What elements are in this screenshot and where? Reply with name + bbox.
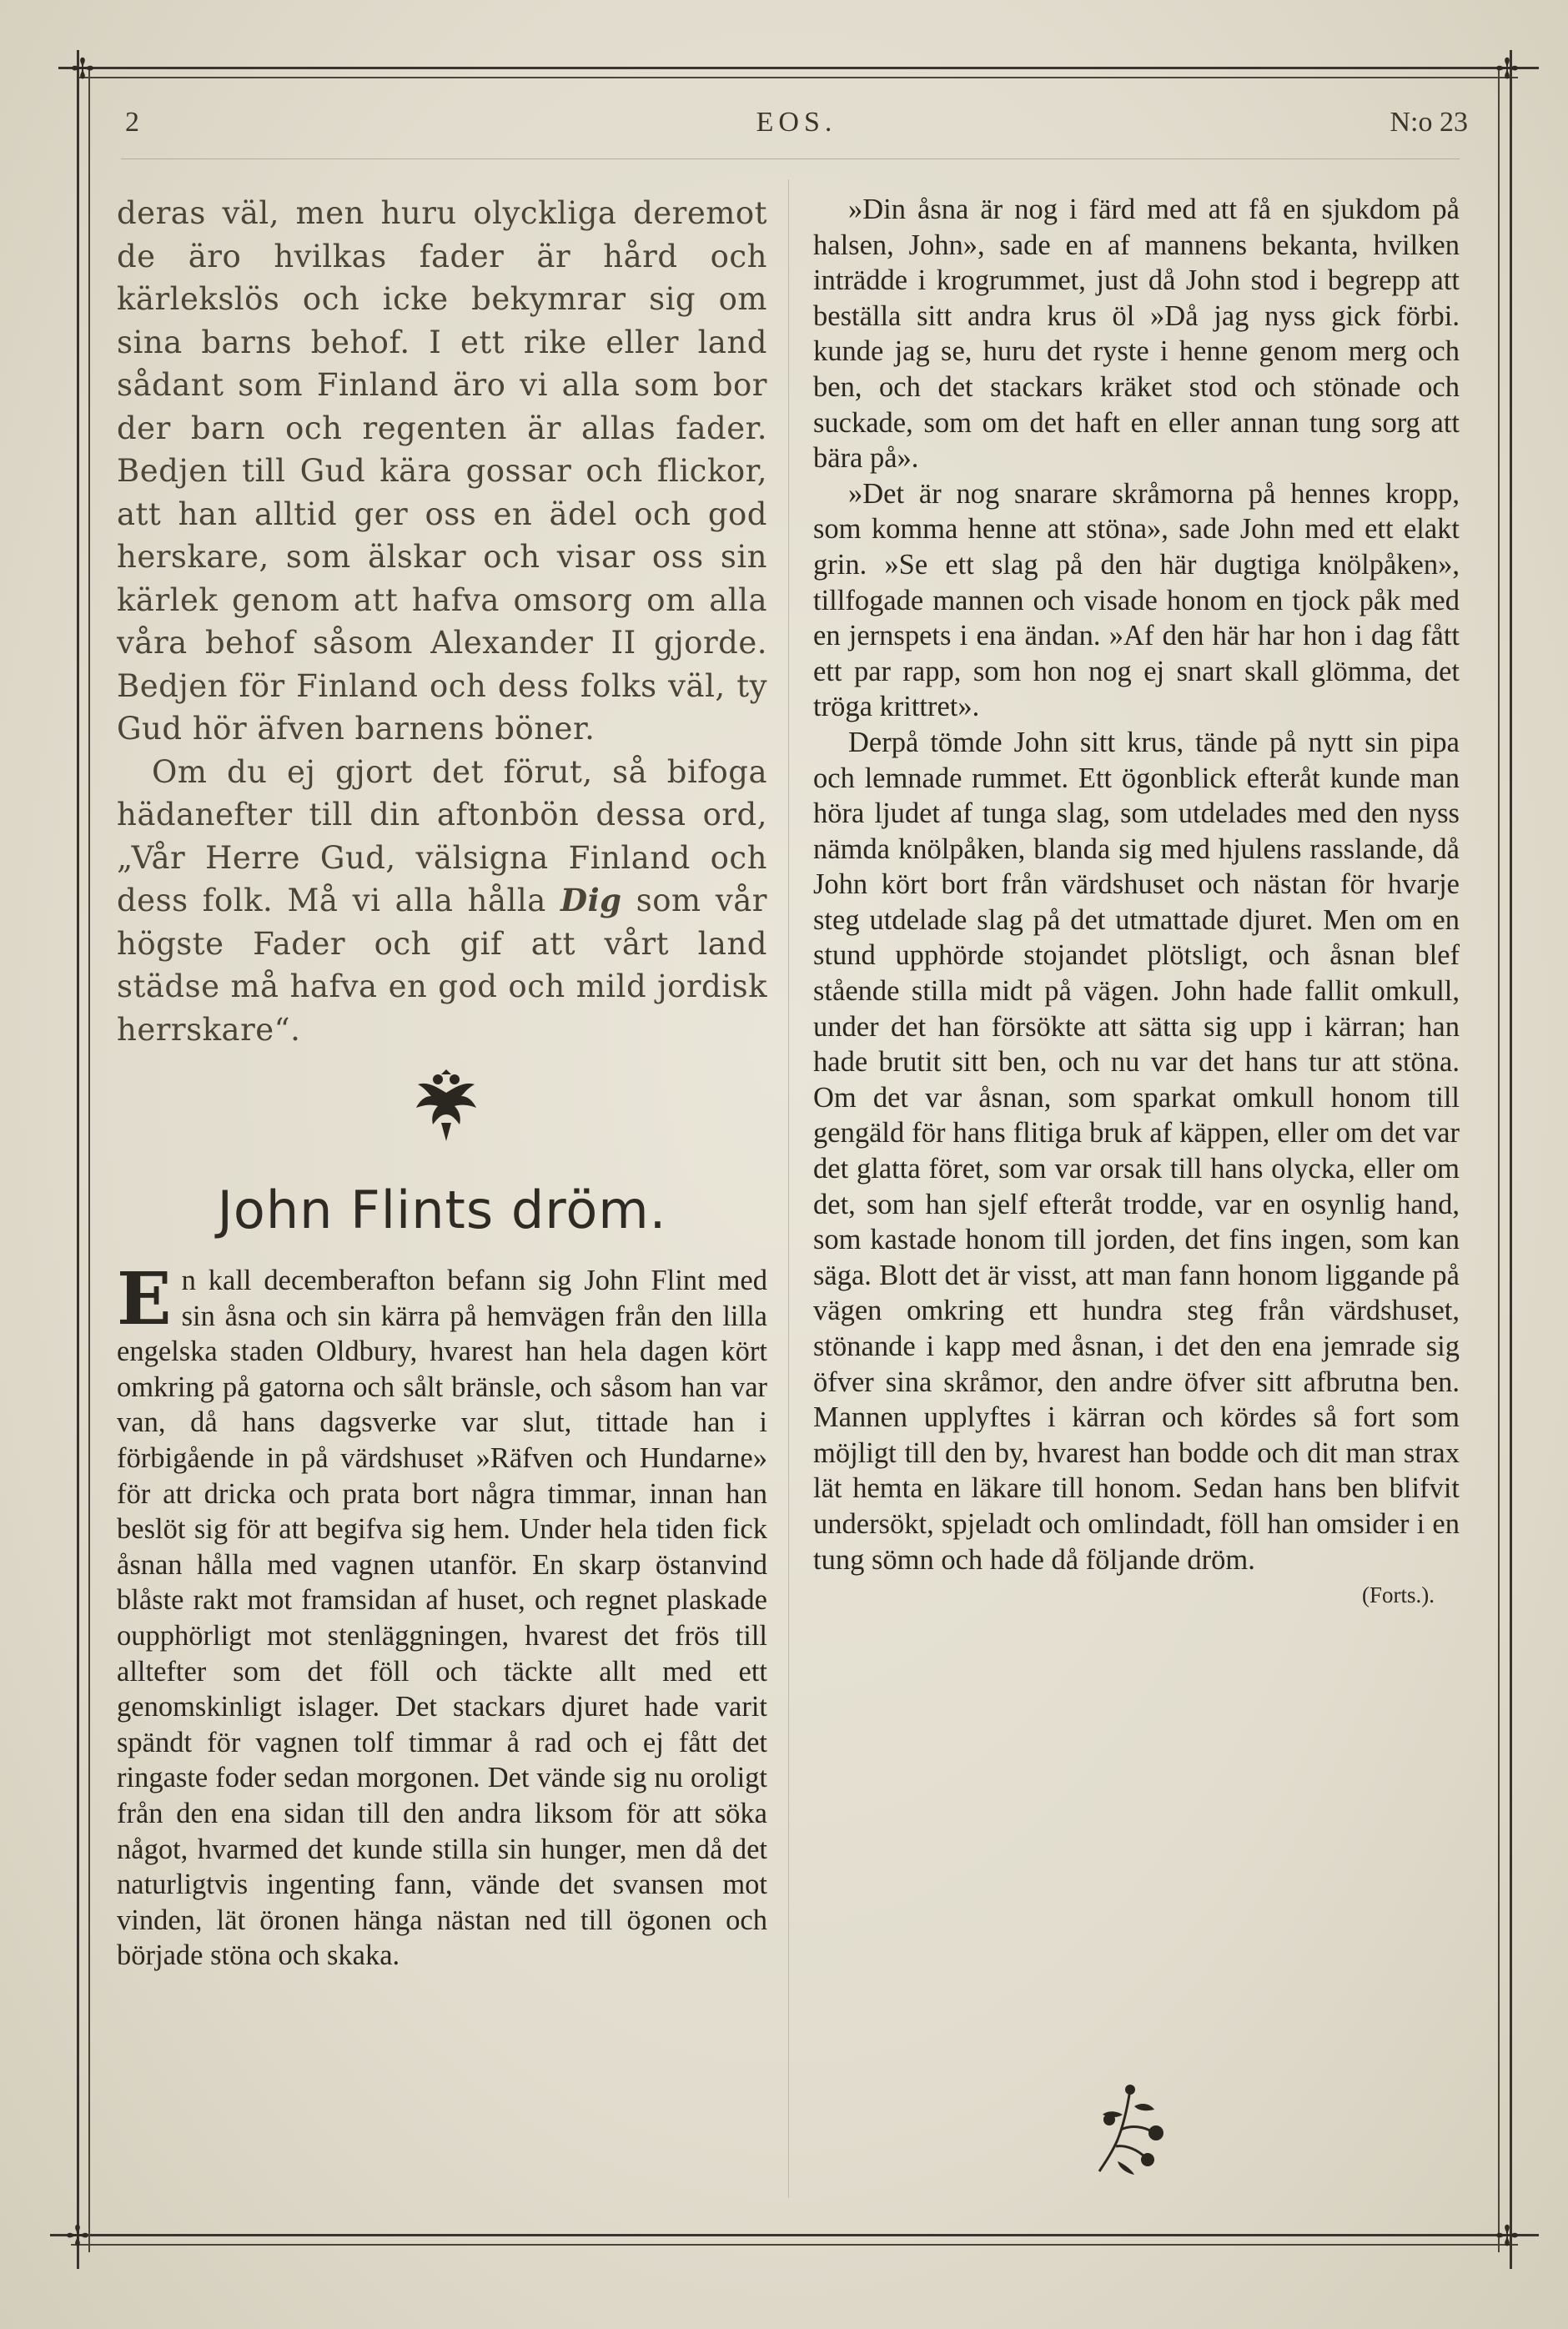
continued-note: (Forts.). xyxy=(1362,1582,1435,1608)
right-border xyxy=(1510,50,1512,2269)
corner-ornament-top-right: ✢ xyxy=(1495,53,1520,86)
column-divider xyxy=(788,179,789,2198)
eagle-ornament xyxy=(117,1051,767,1168)
left-border xyxy=(77,50,79,2269)
article-text: n kall decemberafton befann sig John Flint med sin åsna och sin kärra på hemvägen från den lilla engelska staden Oldbury, hvarest han hela dagen kört omkring på gatorna och sålt bränsle, och såsom han var van, då hans dagsverke var slut, tittade han i förbigående in på värdshuset »Räfven och Hundarne» för att dricka och prata bort några timmar, innan han beslöt sig för att begifva sig hem. Under hela tiden fick åsnan hålla med vagnen utanför. En skarp östanvind blåste rakt mot framsidan af huset, och regnet plaskade oupphörligt mot stenläggningen, hvarest det frös till alltefter som det föll och täckte allt med ett genomskinligt islager. Det stackars djuret hade varit spändt för vagnen tolf timmar å rad och ej fått det ringaste foder sedan morgonen. Det vände sig nu oroligt från den ena sidan till den andra liksom för att söka något, hvarmed det kunde stilla sin hunger, men då det naturligtvis ingenting fann, vände det svansen mot vinden, lät öronen hänga nästan ned till ögonen och började stöna och skaka. xyxy=(117,1265,767,1972)
left-border-inner xyxy=(88,67,90,2252)
top-border xyxy=(58,67,1539,69)
article-title: John Flints dröm. xyxy=(217,1180,667,1240)
prayer-text-after: som vår högste Fader och gif att vårt land städse må hafva en god och mild jordisk herrskare“. xyxy=(117,883,767,1048)
paragraph: »Din åsna är nog i färd med att få en sjukdom på halsen, John», sade en af mannens bekanta, hvilken inträdde i krogrummet, just då John stod i begrepp att beställa sitt andra krus öl »Då jag nyss gick förbi. kunde jag se, huru det ryste i henne genom merg och ben, och det stackars kräket stod och stönade och suckade, som om det haft en eller annan tung sorg att bära på». xyxy=(813,194,1460,475)
page-number: 2 xyxy=(125,107,139,138)
corner-ornament-top-left: ✢ xyxy=(70,53,95,86)
issue-number: N:o 23 xyxy=(1390,107,1468,138)
corner-ornament-bottom-right: ✢ xyxy=(1495,2220,1520,2253)
bottom-border xyxy=(50,2234,1539,2236)
paragraph: deras väl, men huru olyckliga deremot de äro hvilkas fader är hård och kärlekslös och icke bekymrar sig om sina barns behof. I ett rike eller land sådant som Finland äro vi alla som bor der barn och regenten är allas fader. Bedjen till Gud kära gossar och flickor, att han alltid ger oss en ädel och god herskare, som älskar och visar oss sin kärlek genom att hafva omsorg om alla våra behof såsom Alexander II gjorde. Bedjen för Finland och dess folks väl, ty Gud hör äfven barnens böner. xyxy=(117,195,767,747)
prayer-emphasis: Dig xyxy=(560,882,622,918)
header-rule xyxy=(121,158,1460,159)
top-border-inner xyxy=(79,77,1518,78)
bottom-border-inner xyxy=(71,2244,1518,2246)
article-opening xyxy=(117,1257,767,1974)
right-border-inner xyxy=(1498,67,1500,2252)
journal-title: EOS. xyxy=(756,107,837,138)
paragraph: »Det är nog snarare skråmorna på hennes kropp, som komma henne att stöna», sade John med ett elakt grin. »Se ett slag på den här dugtiga knölpåken», tillfogade mannen och visade honom en tjock påk med en jernspets i ena ändan. »Af den här har hon i dag fått ett par rapp, som hon nog ej snart skall glömma, det tröga krittret». xyxy=(813,477,1460,723)
prayer-paragraph xyxy=(117,751,767,1052)
flower-sprig-icon xyxy=(1084,2081,1176,2177)
running-header xyxy=(125,107,1468,157)
left-column xyxy=(117,192,767,1974)
double-headed-eagle-icon xyxy=(413,1068,480,1143)
corner-ornament-bottom-left: ✢ xyxy=(65,2220,90,2253)
right-column xyxy=(813,192,1460,1613)
drop-cap: E xyxy=(117,1257,172,1341)
paragraph: Derpå tömde John sitt krus, tände på nytt sin pipa och lemnade rummet. Ett ögonblick efteråt kunde man höra ljudet af tunga slag, som utdelades med den nyss nämda knölpåken, blanda sig med hjulens rasslande, då John kört bort från värdshuset och nästan för hvarje steg utdelade slag på det utmattade djuret. Men om en stund upphörde stojandet plötsligt, och åsnan blef stående stilla midt på vägen. John hade fallit omkull, under det han försökte att sätta sig upp i kärran; han hade brutit sitt ben, och nu var det hans tur att stöna. Om det var åsnan, som sparkat omkull honom till gengäld för hans flitiga bruk af käppen, eller om det var det glatta föret, som var orsak till hans olycka, eller om det, som han sjelf efteråt trodde, var en osynlig hand, som kastade honom till jorden, det fins ingen, som kan säga. Blott det är visst, att man fann honom liggande på vägen omkring ett hundra steg från värdshuset, stönande i kapp med åsnan, i det den ena jemrade sig öfver sina skråmor, den andre öfver sitt afbrutna ben. Mannen upplyftes i kärran och kördes så fort som möjligt till den by, hvarest han bodde och dit man strax lät hemta en läkare till honom. Sedan hans ben blifvit undersökt, spjeladt och omlindadt, föll han omsider i en tung sömn och hade då följande dröm. xyxy=(813,726,1460,1576)
prayer-text-before: Om du ej gjort det förut, så bifoga hädanefter till din aftonbön dessa ord, „Vår Herre Gud, välsigna Finland och dess folk. Må vi alla hålla xyxy=(117,753,767,918)
